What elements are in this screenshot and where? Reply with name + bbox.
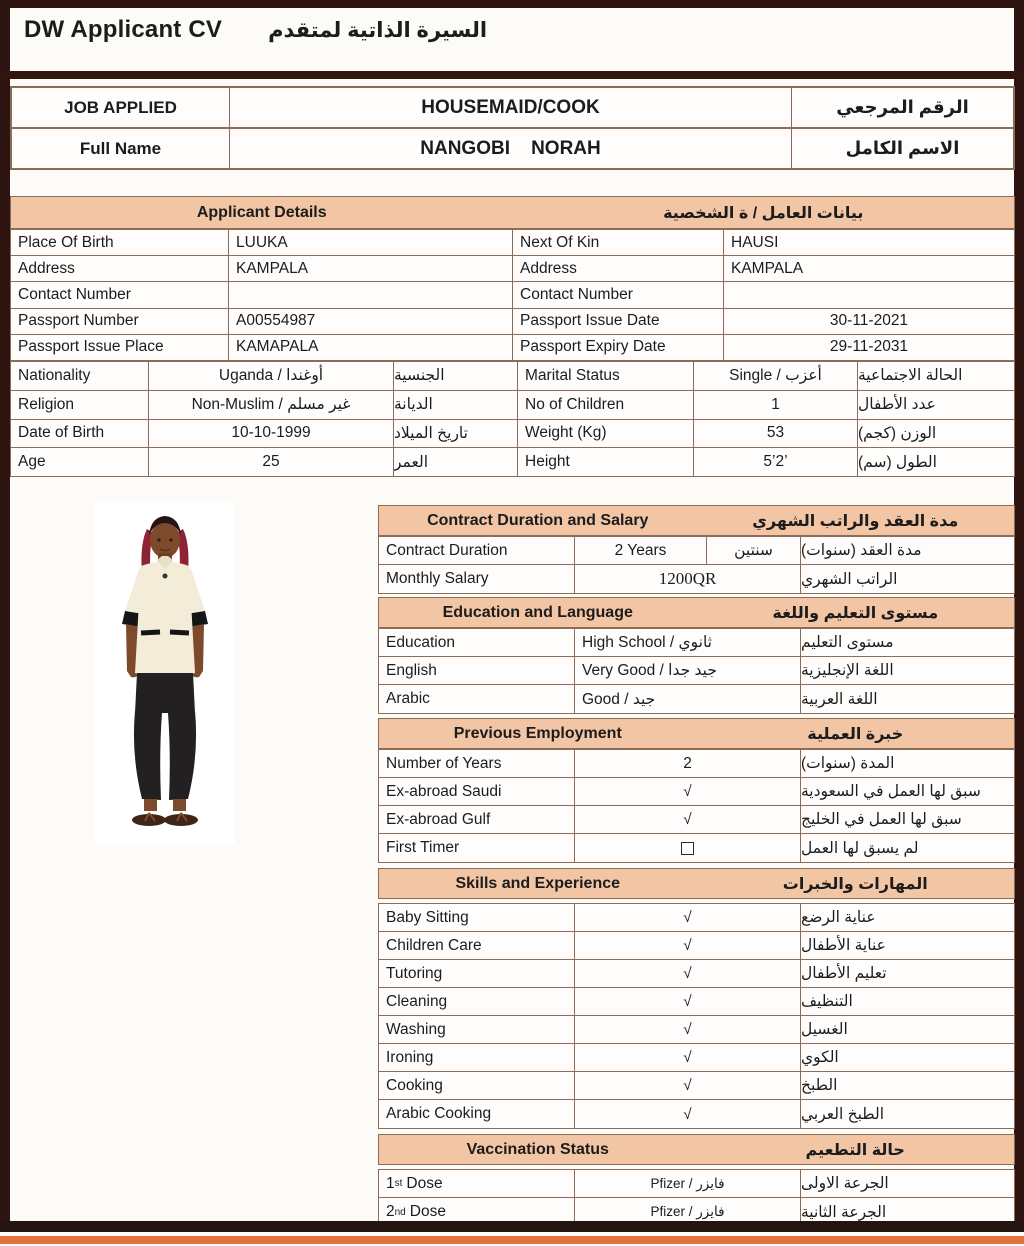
table-row — [379, 778, 1014, 806]
field-label: Contract Duration — [379, 537, 575, 564]
applicant-info-table — [10, 229, 1015, 361]
field-value: KAMAPALA — [229, 335, 513, 360]
section-title-english: Education and Language — [442, 603, 633, 621]
job-name-table — [10, 86, 1015, 170]
field-value — [724, 282, 1014, 307]
field-label: Education — [379, 629, 575, 656]
frame-left-border — [0, 0, 10, 1232]
field-label-arabic: الديانة — [394, 391, 518, 419]
field-label-arabic: لم يسبق لها العمل — [801, 839, 919, 857]
table-row — [379, 1170, 1014, 1198]
dose-ordinal: st — [394, 1178, 403, 1189]
contract-salary-header — [378, 505, 1015, 536]
field-label: English — [379, 657, 575, 684]
section-title-arabic: بيانات العامل / ة الشخصية — [663, 204, 864, 222]
field-label: Address — [11, 256, 229, 281]
field-label: Age — [11, 448, 149, 476]
field-value: Single / أعزب — [694, 362, 858, 390]
field-label: Passport Expiry Date — [513, 335, 724, 360]
section-title-arabic: المهارات والخبرات — [782, 875, 928, 893]
full-name-label: Full Name — [12, 129, 230, 168]
field-value: 1 — [694, 391, 858, 419]
table-row — [379, 1072, 1014, 1100]
field-label-arabic: العمر — [394, 448, 518, 476]
checkmark-icon: √ — [575, 1100, 801, 1128]
checkmark-icon: √ — [575, 960, 801, 987]
field-label: Next Of Kin — [513, 230, 724, 255]
section-title-english: Applicant Details — [196, 203, 327, 221]
field-value: High School / ثانوي — [575, 629, 801, 656]
field-label-arabic: عناية الرضع — [801, 909, 876, 926]
field-label: Passport Number — [11, 309, 229, 334]
checkmark-icon: √ — [575, 1016, 801, 1043]
field-label: Nationality — [11, 362, 149, 390]
table-row — [11, 230, 1014, 256]
field-label: Baby Sitting — [379, 904, 575, 931]
title-separator — [0, 71, 1024, 79]
field-label: Children Care — [379, 932, 575, 959]
field-label: Ironing — [379, 1044, 575, 1071]
field-label-arabic: الجنسية — [394, 362, 518, 390]
dose-label — [379, 1170, 575, 1197]
field-label-arabic: الحالة الاجتماعية — [858, 367, 963, 385]
field-label-arabic: اللغة العربية — [801, 690, 878, 708]
field-label-arabic: الجرعة الاولى — [801, 1175, 889, 1192]
checkmark-icon: √ — [575, 932, 801, 959]
field-label-arabic: عدد الأطفال — [858, 396, 936, 414]
field-label: Arabic Cooking — [379, 1100, 575, 1128]
bottom-dark-bar — [0, 1221, 1024, 1232]
table-row — [379, 1100, 1014, 1128]
field-value: Uganda / أوغندا — [149, 362, 394, 390]
table-row — [379, 1044, 1014, 1072]
field-value: 2 — [575, 750, 801, 777]
field-label-arabic: مستوى التعليم — [801, 634, 894, 651]
table-row — [11, 362, 1014, 391]
table-row — [11, 420, 1014, 449]
table-row — [12, 88, 1013, 129]
field-value: 53 — [694, 420, 858, 448]
field-label-arabic: تاريخ الميلاد — [394, 420, 518, 448]
section-title-arabic: حالة التطعيم — [805, 1141, 905, 1159]
dose-word: Dose — [406, 1174, 443, 1192]
section-title-english: Previous Employment — [453, 724, 622, 742]
table-row — [379, 834, 1014, 862]
field-label-arabic: الطبخ العربي — [801, 1105, 885, 1123]
vaccination-status-header — [378, 1134, 1015, 1165]
field-value: HAUSI — [731, 233, 779, 251]
field-label: Contact Number — [11, 282, 229, 307]
table-row — [379, 565, 1014, 593]
vaccination-status-table — [378, 1169, 1015, 1227]
table-row — [379, 537, 1014, 565]
title-arabic: السيرة الذاتية لمتقدم — [268, 19, 488, 42]
field-label: Marital Status — [518, 362, 694, 390]
previous-employment-table — [378, 749, 1015, 863]
table-row — [11, 448, 1014, 476]
field-label-arabic: الوزن (كجم) — [858, 424, 937, 442]
contract-salary-table — [378, 536, 1015, 594]
checkmark-icon: √ — [575, 1044, 801, 1071]
table-row — [11, 309, 1014, 335]
field-value: KAMPALA — [229, 256, 513, 281]
table-row — [11, 282, 1014, 308]
table-row — [379, 960, 1014, 988]
field-label: Height — [518, 448, 694, 476]
field-label-arabic: اللغة الإنجليزية — [801, 662, 894, 679]
dose-ordinal: nd — [394, 1206, 406, 1218]
table-row — [379, 629, 1014, 657]
reference-number-label: الرقم المرجعي — [836, 97, 969, 117]
skills-experience-table — [378, 903, 1015, 1129]
job-applied-label: JOB APPLIED — [12, 88, 230, 127]
full-name-label-arabic: الاسم الكامل — [845, 138, 960, 158]
checkmark-icon: √ — [575, 778, 801, 805]
section-title-english: Skills and Experience — [455, 874, 621, 892]
applicant-photo — [95, 503, 235, 845]
field-label-arabic: المدة (سنوات) — [801, 755, 895, 772]
field-value: LUUKA — [229, 230, 513, 255]
field-label: Passport Issue Date — [513, 309, 724, 334]
field-value: Very Good / جيد جدا — [575, 657, 801, 684]
field-value: 25 — [149, 448, 394, 476]
job-applied-value: HOUSEMAID/COOK — [230, 88, 792, 127]
field-label-arabic: الطبخ — [801, 1077, 838, 1094]
field-label: Ex-abroad Gulf — [379, 806, 575, 833]
field-label: Cooking — [379, 1072, 575, 1099]
field-label: No of Children — [518, 391, 694, 419]
table-row — [379, 685, 1014, 713]
field-label: Cleaning — [379, 988, 575, 1015]
checkmark-icon: √ — [575, 806, 801, 833]
field-value: 30-11-2021 — [829, 312, 909, 330]
right-sections-column — [378, 505, 1015, 1227]
checkmark-icon: √ — [575, 1072, 801, 1099]
field-value: KAMPALA — [731, 259, 804, 277]
table-row — [11, 256, 1014, 282]
field-label-arabic: الجرعة الثانية — [801, 1203, 887, 1221]
field-label: Passport Issue Place — [11, 335, 229, 360]
field-label: Contact Number — [513, 282, 724, 307]
field-label-arabic: سبق لها العمل في السعودية — [801, 783, 981, 800]
field-value: 29-11-2031 — [829, 338, 909, 356]
section-title-arabic: مدة العقد والراتب الشهري — [752, 512, 959, 530]
section-title-arabic: مستوى التعليم واللغة — [772, 604, 939, 622]
title-english: DW Applicant CV — [24, 16, 223, 43]
field-label-arabic: سبق لها العمل في الخليج — [801, 811, 962, 828]
field-value: Good / جيد — [575, 685, 801, 713]
table-row — [379, 1016, 1014, 1044]
field-value-arabic: سنتين — [707, 537, 801, 564]
section-title-english: Vaccination Status — [466, 1140, 609, 1158]
checkmark-icon: √ — [575, 988, 801, 1015]
empty-checkbox-icon — [681, 842, 694, 855]
field-label-arabic: الراتب الشهري — [801, 570, 898, 588]
dose-number: 2 — [386, 1203, 395, 1220]
table-row — [379, 904, 1014, 932]
table-row — [379, 657, 1014, 685]
field-label: First Timer — [379, 834, 575, 862]
vaccine-value: Pfizer / فايزر — [575, 1170, 801, 1197]
field-label: Weight (Kg) — [518, 420, 694, 448]
vaccine-value: Pfizer / فايزر — [575, 1198, 801, 1226]
table-row — [379, 988, 1014, 1016]
field-label: Monthly Salary — [379, 565, 575, 593]
field-label-arabic: عناية الأطفال — [801, 937, 886, 954]
field-label: Place Of Birth — [11, 230, 229, 255]
field-label-arabic: مدة العقد (سنوات) — [801, 542, 922, 559]
field-label-arabic: التنظيف — [801, 993, 853, 1010]
education-language-table — [378, 628, 1015, 714]
salary-value: 1200QR — [575, 565, 801, 593]
field-value: 2 Years — [575, 537, 707, 564]
dose-word: Dose — [409, 1203, 446, 1220]
field-label: Arabic — [379, 685, 575, 713]
education-language-header — [378, 597, 1015, 628]
previous-employment-header — [378, 718, 1015, 749]
dose-number: 1 — [386, 1174, 395, 1192]
table-row — [379, 932, 1014, 960]
field-label: Tutoring — [379, 960, 575, 987]
document-title — [24, 16, 487, 44]
field-label-arabic: تعليم الأطفال — [801, 965, 887, 982]
field-value: 10-10-1999 — [149, 420, 394, 448]
field-label: Washing — [379, 1016, 575, 1043]
table-row — [379, 806, 1014, 834]
field-label-arabic: الغسيل — [801, 1021, 848, 1038]
full-name-value: NANGOBI NORAH — [230, 129, 792, 168]
first-timer-value — [575, 834, 801, 862]
skills-experience-header — [378, 868, 1015, 899]
frame-top-border — [0, 0, 1024, 8]
field-value: Non-Muslim / غير مسلم — [149, 391, 394, 419]
frame-right-border — [1014, 0, 1024, 1232]
applicant-detail-table — [10, 361, 1015, 477]
applicant-details-header — [10, 196, 1015, 229]
field-value: A00554987 — [229, 309, 513, 334]
table-row — [11, 391, 1014, 420]
field-label: Address — [513, 256, 724, 281]
field-label-arabic: الكوي — [801, 1049, 839, 1066]
checkmark-icon: √ — [575, 904, 801, 931]
section-title-arabic: خبرة العملية — [807, 725, 904, 743]
field-value: 5’2’ — [694, 448, 858, 476]
field-label-arabic: الطول (سم) — [858, 453, 937, 471]
bottom-orange-bar — [0, 1236, 1024, 1244]
field-label: Ex-abroad Saudi — [379, 778, 575, 805]
field-value — [229, 282, 513, 307]
table-row — [11, 335, 1014, 360]
table-row — [379, 750, 1014, 778]
section-title-english: Contract Duration and Salary — [427, 511, 649, 529]
field-label: Number of Years — [379, 750, 575, 777]
table-row — [12, 129, 1013, 168]
field-label: Religion — [11, 391, 149, 419]
field-label: Date of Birth — [11, 420, 149, 448]
